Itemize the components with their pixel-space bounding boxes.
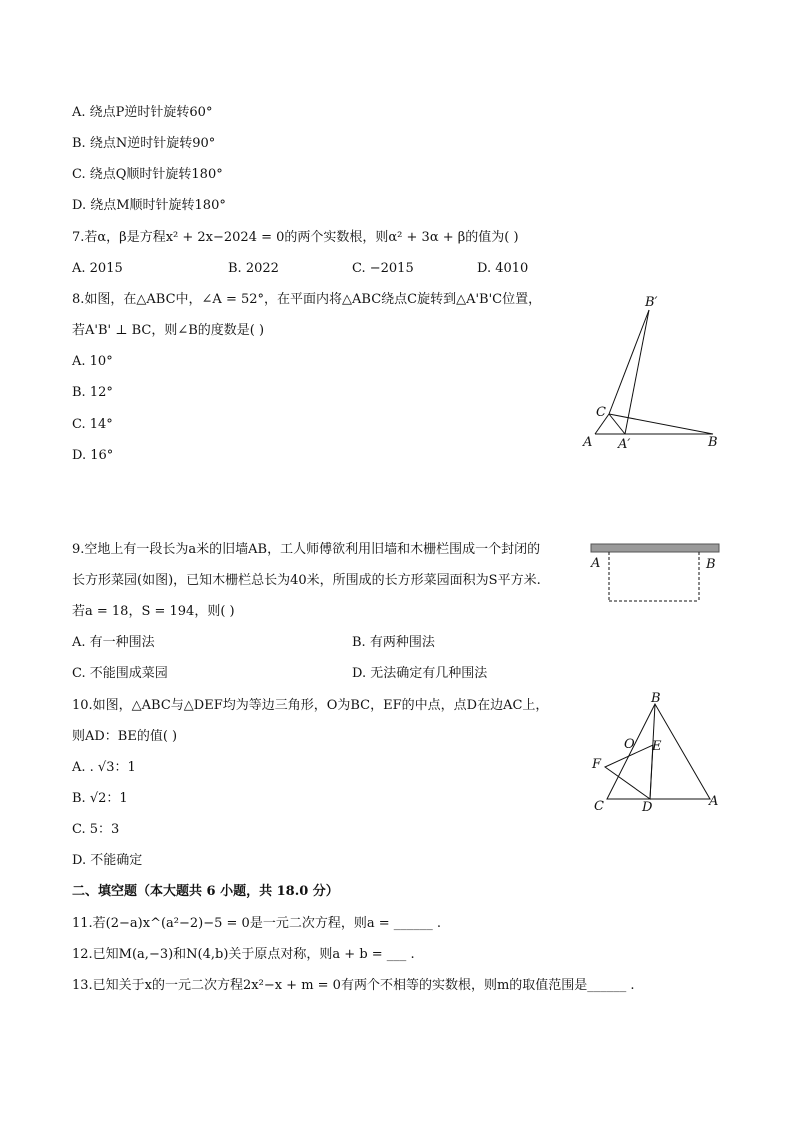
q9-stem-line2: 长方形菜园(如图)，已知木栅栏总长为40米，所围成的长方形菜园面积为S平方米. [72,573,541,588]
q8-segment-cbprime [609,310,649,414]
q9-stem-line1: 9.空地上有一段长为a米的旧墙AB，工人师傅欲利用旧墙和木栅栏围成一个封闭的 [72,542,541,557]
q8-label-aprime: A′ [618,437,631,452]
q8-option-a: A. 10° [72,354,113,369]
q10-label-c: C [594,799,604,814]
q8-segment-cb [609,414,713,434]
q10-label-d: D [642,800,653,815]
q9-option-b: B. 有两种围法 [352,635,435,650]
q8-label-b: B [708,435,718,450]
q7-stem: 7.若α，β是方程x² + 2x−2024 = 0的两个实数根，则α² + 3α + β的值为( ) [72,230,519,245]
q9-figure [585,540,730,610]
q10-label-o: O [624,737,635,752]
q8-figure [575,288,735,458]
q10-option-d: D. 不能确定 [72,853,143,868]
q7-option-b: B. 2022 [228,261,279,276]
q9-option-a: A. 有一种围法 [72,635,155,650]
q8-option-b: B. 12° [72,385,113,400]
q10-label-b: B [651,691,661,706]
q10-option-c: C. 5：3 [72,822,120,837]
q13-stem: 13.已知关于x的一元二次方程2x²−x + m = 0有两个不相等的实数根，则m的取值范围是______ . [72,978,635,993]
q10-option-a: A. . √3：1 [72,760,136,775]
q9-label-a: A [591,556,601,571]
q10-stem-line1: 10.如图，△ABC与△DEF均为等边三角形，O为BC，EF的中点，点D在边AC上， [72,698,549,713]
q10-figure [585,690,735,820]
q7-option-c: C. −2015 [352,261,414,276]
q10-triangle-def [605,745,653,799]
q10-option-b: B. √2：1 [72,791,128,806]
q9-label-b: B [706,557,716,572]
q8-label-a: A [583,435,593,450]
q8-option-d: D. 16° [72,448,114,463]
q8-stem-line2: 若A'B' ⊥ BC，则∠B的度数是( ) [72,323,265,338]
q9-option-c: C. 不能围成菜园 [72,666,168,681]
q8-label-bprime: B′ [645,295,658,310]
q11-stem: 11.若(2−a)x^(a²−2)−5 = 0是一元二次方程，则a = ______ . [72,916,441,931]
q6-option-b: B. 绕点N逆时针旋转90° [72,136,216,151]
q7-option-d: D. 4010 [477,261,529,276]
q8-option-c: C. 14° [72,417,113,432]
q6-option-a: A. 绕点P逆时针旋转60° [72,105,213,120]
q9-old-wall [591,544,719,552]
q10-label-a: A [709,794,719,809]
q12-stem: 12.已知M(a,−3)和N(4,b)关于原点对称，则a + b = ___ . [72,947,415,962]
q8-stem-line1: 8.如图，在△ABC中，∠A = 52°，在平面内将△ABC绕点C旋转到△A'B'C位置， [72,292,542,307]
q10-label-e: E [652,739,662,754]
q8-segment-aprimebprime [625,310,649,434]
q8-label-c: C [596,405,606,420]
q6-option-c: C. 绕点Q顺时针旋转180° [72,167,223,182]
q9-option-d: D. 无法确定有几种围法 [352,666,488,681]
q7-option-a: A. 2015 [72,261,123,276]
q10-stem-line2: 则AD：BE的值( ) [72,729,178,744]
q10-label-f: F [592,757,602,772]
q9-stem-line3: 若a = 18，S = 194，则( ) [72,604,235,619]
q6-option-d: D. 绕点M顺时针旋转180° [72,198,226,213]
section-2-heading: 二、填空题（本大题共 6 小题，共 18.0 分） [72,884,339,899]
